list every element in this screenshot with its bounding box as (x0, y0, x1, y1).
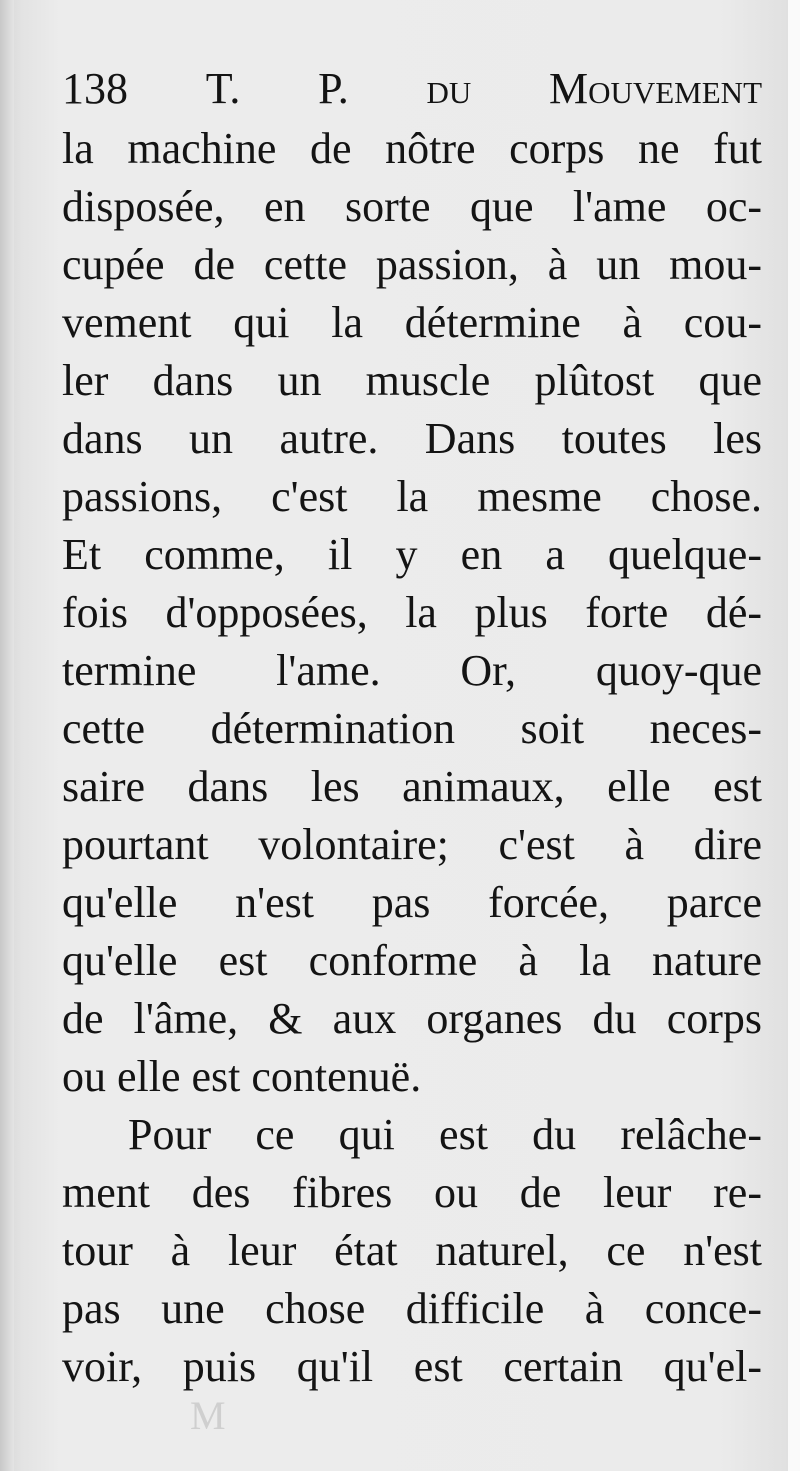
text-line: ou elle est contenuë. (62, 1052, 422, 1101)
page-number: 138 (62, 64, 128, 113)
text-line: tour à leur état naturel, ce n'est (62, 1226, 762, 1275)
paragraph-1 (62, 120, 762, 1106)
page-header (62, 58, 762, 120)
text-line: vement qui la détermine à cou- (62, 298, 762, 347)
page-gutter-shadow (0, 0, 14, 1471)
text-line: ment des fibres ou de leur re- (62, 1168, 762, 1217)
text-line: Pour ce qui est du relâche- (128, 1110, 762, 1159)
text-line: termine l'ame. Or, quoy-que (62, 646, 762, 695)
running-head: T. P. du Mouvement (205, 64, 762, 113)
text-line: passions, c'est la mesme chose. (62, 472, 762, 521)
text-line: Et comme, il y en a quelque- (62, 530, 762, 579)
text-line: voir, puis qu'il est certain qu'el- (62, 1342, 762, 1391)
text-line: qu'elle est conforme à la nature (62, 936, 762, 985)
text-line: de l'âme, & aux organes du corps (62, 994, 762, 1043)
text-line: saire dans les animaux, elle est (62, 762, 762, 811)
text-line: ler dans un muscle plûtost que (62, 356, 762, 405)
text-line: qu'elle n'est pas forcée, parce (62, 878, 762, 927)
page-text (62, 58, 762, 1396)
page-fore-edge (788, 0, 800, 1471)
text-line: disposée, en sorte que l'ame oc- (62, 182, 762, 231)
text-line: dans un autre. Dans toutes les (62, 414, 762, 463)
text-line: cette détermination soit neces- (62, 704, 762, 753)
signature-mark: M (190, 1393, 226, 1438)
text-line: pourtant volontaire; c'est à dire (62, 820, 762, 869)
text-line: cupée de cette passion, à un mou- (62, 240, 762, 289)
paragraph-2 (62, 1106, 762, 1396)
text-line: fois d'opposées, la plus forte dé- (62, 588, 762, 637)
text-line: pas une chose difficile à conce- (62, 1284, 762, 1333)
text-line: la machine de nôtre corps ne fut (62, 124, 762, 173)
